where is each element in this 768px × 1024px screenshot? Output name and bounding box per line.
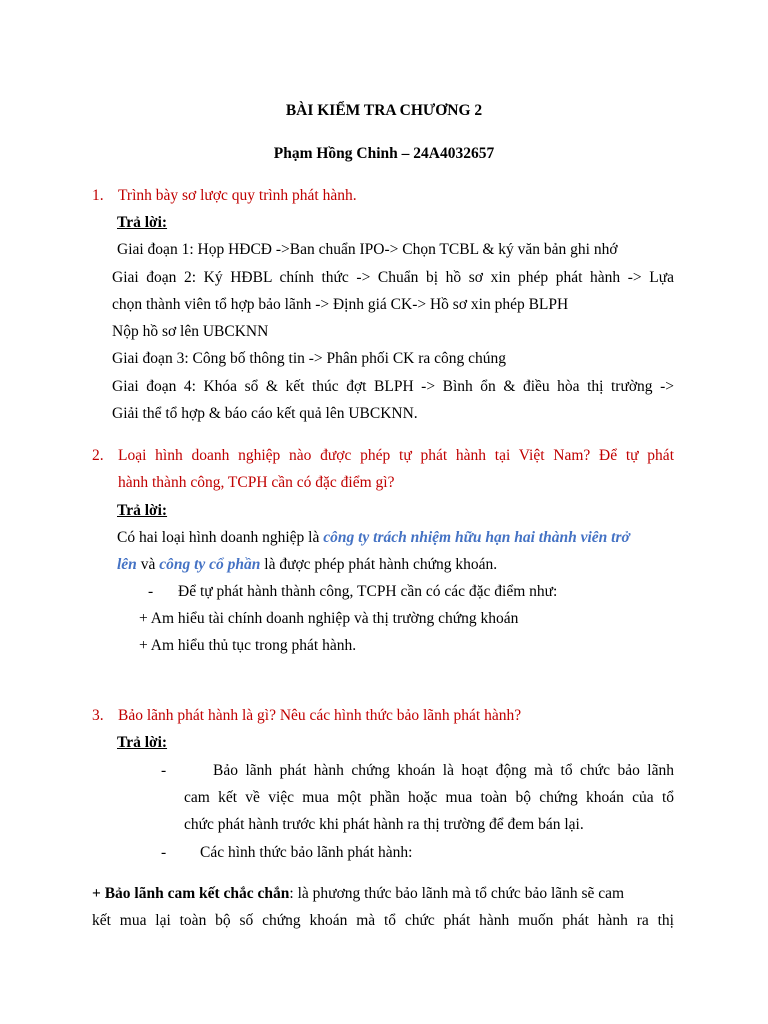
q2-plus-item: + Am hiểu thủ tục trong phát hành.: [139, 637, 357, 654]
q2-and: và: [136, 556, 160, 573]
q3-dash: -: [161, 762, 167, 779]
q1-line: Giai đoạn 2: Ký HĐBL chính thức -> Chuẩn bị hồ sơ xin phép phát hành -> Lựa: [112, 269, 674, 286]
firm-commitment-line: [92, 884, 674, 904]
q2-intro: Có hai loại hình doanh nghiệp là: [117, 529, 324, 546]
question-text: Bảo lãnh phát hành là gì? Nêu các hình thức bảo lãnh phát hành?: [118, 707, 522, 724]
question-text: Trình bày sơ lược quy trình phát hành.: [118, 187, 357, 204]
q1-line: Giải thể tổ hợp & báo cáo kết quả lên UBCKNN.: [112, 405, 418, 422]
question-3: [92, 706, 521, 726]
question-number: 1.: [92, 187, 104, 204]
q3-forms-heading: Các hình thức bảo lãnh phát hành:: [200, 844, 413, 861]
q2-plus-item: + Am hiểu tài chính doanh nghiệp và thị trường chứng khoán: [139, 610, 519, 627]
q2-bullet: Để tự phát hành thành công, TCPH cần có các đặc điểm như:: [178, 583, 558, 600]
q2-intro-line-2: [117, 555, 497, 575]
highlight-jsc: công ty cổ phần: [159, 556, 261, 573]
question-2-cont: hành thành công, TCPH cần có đặc điểm gì?: [118, 474, 395, 491]
q1-line: Giai đoạn 4: Khóa sổ & kết thúc đợt BLPH -> Bình ổn & điều hòa thị trường ->: [112, 378, 674, 395]
q1-line: chọn thành viên tổ hợp bảo lãnh -> Định giá CK-> Hồ sơ xin phép BLPH: [112, 296, 569, 313]
firm-commitment-text: : là phương thức bảo lãnh mà tổ chức bảo lãnh sẽ cam: [289, 885, 625, 902]
firm-commitment-line-2: kết mua lại toàn bộ số chứng khoán mà tổ chức phát hành muốn phát hành ra thị: [92, 912, 674, 929]
q3-para-line: Bảo lãnh phát hành chứng khoán là hoạt động mà tổ chức bảo lãnh: [213, 762, 674, 779]
highlight-llc: công ty trách nhiệm hữu hạn hai thành viên trở: [323, 529, 630, 546]
question-number: 3.: [92, 707, 104, 724]
q2-end: là được phép phát hành chứng khoán.: [260, 556, 498, 573]
answer-label: Trả lời:: [117, 502, 168, 519]
q1-line: Giai đoạn 1: Họp HĐCĐ ->Ban chuẩn IPO-> Chọn TCBL & ký văn bản ghi nhớ: [117, 241, 618, 258]
q3-dash: -: [161, 844, 167, 861]
q3-para-line: chức phát hành trước khi phát hành ra thị trường để đem bán lại.: [184, 816, 584, 833]
q1-line: Giai đoạn 3: Công bố thông tin -> Phân phối CK ra công chúng: [112, 350, 507, 367]
highlight-llc-end: lên: [117, 556, 137, 573]
question-number: 2.: [92, 447, 104, 464]
q1-line: Nộp hồ sơ lên UBCKNN: [112, 323, 269, 340]
question-1: [92, 186, 357, 206]
question-text: Loại hình doanh nghiệp nào được phép tự phát hành tại Việt Nam? Để tự phát: [118, 447, 674, 464]
document-title: BÀI KIỂM TRA CHƯƠNG 2: [285, 102, 483, 119]
q2-intro-line: [117, 528, 674, 548]
q3-para-line: cam kết về việc mua một phần hoặc mua toàn bộ chứng khoán của tổ: [184, 789, 674, 806]
q2-dash: -: [148, 583, 154, 600]
firm-commitment-label: + Bảo lãnh cam kết chắc chắn: [92, 885, 290, 902]
answer-label: Trả lời:: [117, 734, 168, 751]
author-line: Phạm Hồng Chinh – 24A4032657: [273, 145, 495, 162]
answer-label: Trả lời:: [117, 214, 168, 231]
question-2: [92, 446, 674, 466]
